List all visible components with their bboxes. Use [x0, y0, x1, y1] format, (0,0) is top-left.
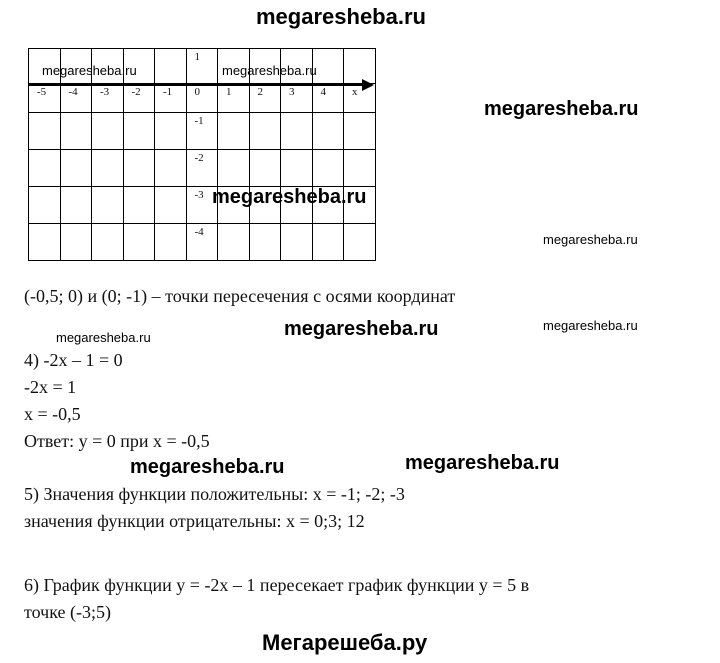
- grid-cell: [29, 84, 61, 113]
- watermark-grid-right: megaresheba.ru: [222, 63, 317, 78]
- grid-cell: [186, 224, 218, 261]
- watermark-grid-left: megaresheba.ru: [42, 63, 137, 78]
- grid-cell: [92, 113, 124, 150]
- grid-cell: [123, 150, 155, 187]
- grid-cell: [29, 150, 61, 187]
- grid-cell: [60, 187, 92, 224]
- grid-cell: [281, 84, 313, 113]
- grid-row: [29, 224, 376, 261]
- text-line-negative: значения функции отрицательны: x = 0;3; 12: [24, 511, 365, 531]
- text-line-step: -2x = 1: [24, 377, 77, 397]
- grid-cell: [155, 113, 187, 150]
- grid-cell: [155, 224, 187, 261]
- y-tick-label: -1: [194, 115, 204, 127]
- grid-cell: [60, 113, 92, 150]
- x-tick-label: -2: [131, 86, 141, 98]
- grid-row: [29, 150, 376, 187]
- watermark-bottom: Мегарешеба.ру: [262, 630, 428, 655]
- watermark-center-2: megaresheba.ru: [130, 456, 285, 478]
- text-line-intersections: (-0,5; 0) и (0; -1) – точки пересечения с осями координат: [24, 286, 456, 306]
- x-tick-label: -3: [100, 86, 110, 98]
- grid-cell: [60, 84, 92, 113]
- grid-cell: [123, 224, 155, 261]
- watermark-right-2: megaresheba.ru: [543, 232, 638, 247]
- grid-cell: [29, 187, 61, 224]
- grid-cell: [249, 84, 281, 113]
- watermark-left-1: megaresheba.ru: [56, 330, 151, 345]
- watermark-top: megaresheba.ru: [256, 4, 426, 29]
- grid-cell: [29, 224, 61, 261]
- grid-cell: [155, 187, 187, 224]
- grid-cell: [92, 150, 124, 187]
- grid-cell: [60, 224, 92, 261]
- watermark-center-1: megaresheba.ru: [284, 318, 439, 340]
- grid-cell: [312, 113, 344, 150]
- text-line-positive: 5) Значения функции положительны: x = -1; -2; -3: [24, 484, 405, 504]
- grid-cell: [249, 224, 281, 261]
- y-tick-label: -3: [194, 189, 204, 201]
- grid-cell: [344, 224, 376, 261]
- text-line-answer: Ответ: y = 0 при x = -0,5: [24, 431, 210, 451]
- grid-cell: [218, 84, 250, 113]
- grid-cell: [249, 150, 281, 187]
- x-axis-arrow-icon: [362, 79, 374, 91]
- watermark-right-3: megaresheba.ru: [543, 318, 638, 333]
- grid-cell: [312, 84, 344, 113]
- grid-cell: [186, 84, 218, 113]
- text-line-equation: 4) -2x – 1 = 0: [24, 350, 123, 370]
- x-tick-label: -1: [163, 86, 173, 98]
- grid-row: [29, 84, 376, 113]
- watermark-right-4: megaresheba.ru: [405, 452, 560, 474]
- grid-cell: [312, 224, 344, 261]
- x-tick-label: 4: [320, 86, 326, 98]
- y-tick-label: -2: [194, 152, 204, 164]
- grid-cell: [155, 49, 187, 84]
- grid-cell: [218, 113, 250, 150]
- x-tick-label: 1: [226, 86, 232, 98]
- grid-cell: [123, 84, 155, 113]
- grid-cell: [60, 150, 92, 187]
- grid-cell: [218, 150, 250, 187]
- x-tick-label: 0: [194, 86, 200, 98]
- x-axis-label: x: [352, 86, 358, 98]
- grid-cell: [281, 224, 313, 261]
- grid-cell: [312, 150, 344, 187]
- grid-cell: [29, 113, 61, 150]
- watermark-grid-center: megaresheba.ru: [212, 186, 367, 208]
- grid-cell: [155, 150, 187, 187]
- grid-cell: [344, 150, 376, 187]
- text-line-solution: x = -0,5: [24, 404, 81, 424]
- grid-cell: [123, 113, 155, 150]
- grid-cell: [312, 49, 344, 84]
- text-line-graph: 6) График функции y = -2x – 1 пересекает график функции y = 5 в: [24, 575, 530, 595]
- grid-cell: [123, 187, 155, 224]
- grid-cell: [249, 113, 281, 150]
- watermark-right-1: megaresheba.ru: [484, 98, 639, 120]
- y-tick-label: 1: [194, 51, 200, 63]
- grid-cell: [281, 150, 313, 187]
- grid-cell: [92, 84, 124, 113]
- grid-cell: [92, 224, 124, 261]
- x-tick-label: 3: [289, 86, 295, 98]
- text-line-point: точке (-3;5): [24, 602, 111, 622]
- grid-cell: [186, 113, 218, 150]
- grid-row: [29, 113, 376, 150]
- y-tick-label: -4: [194, 226, 204, 238]
- grid-cell: [344, 113, 376, 150]
- grid-cell: [186, 150, 218, 187]
- x-tick-label: -4: [68, 86, 78, 98]
- grid-cell: [155, 84, 187, 113]
- grid-cell: [186, 49, 218, 84]
- grid-cell: [218, 224, 250, 261]
- grid-cell: [281, 113, 313, 150]
- x-axis-line: [28, 84, 366, 86]
- x-tick-label: 2: [257, 86, 263, 98]
- grid-cell: [92, 187, 124, 224]
- x-tick-label: -5: [37, 86, 47, 98]
- coordinate-grid: [28, 48, 376, 261]
